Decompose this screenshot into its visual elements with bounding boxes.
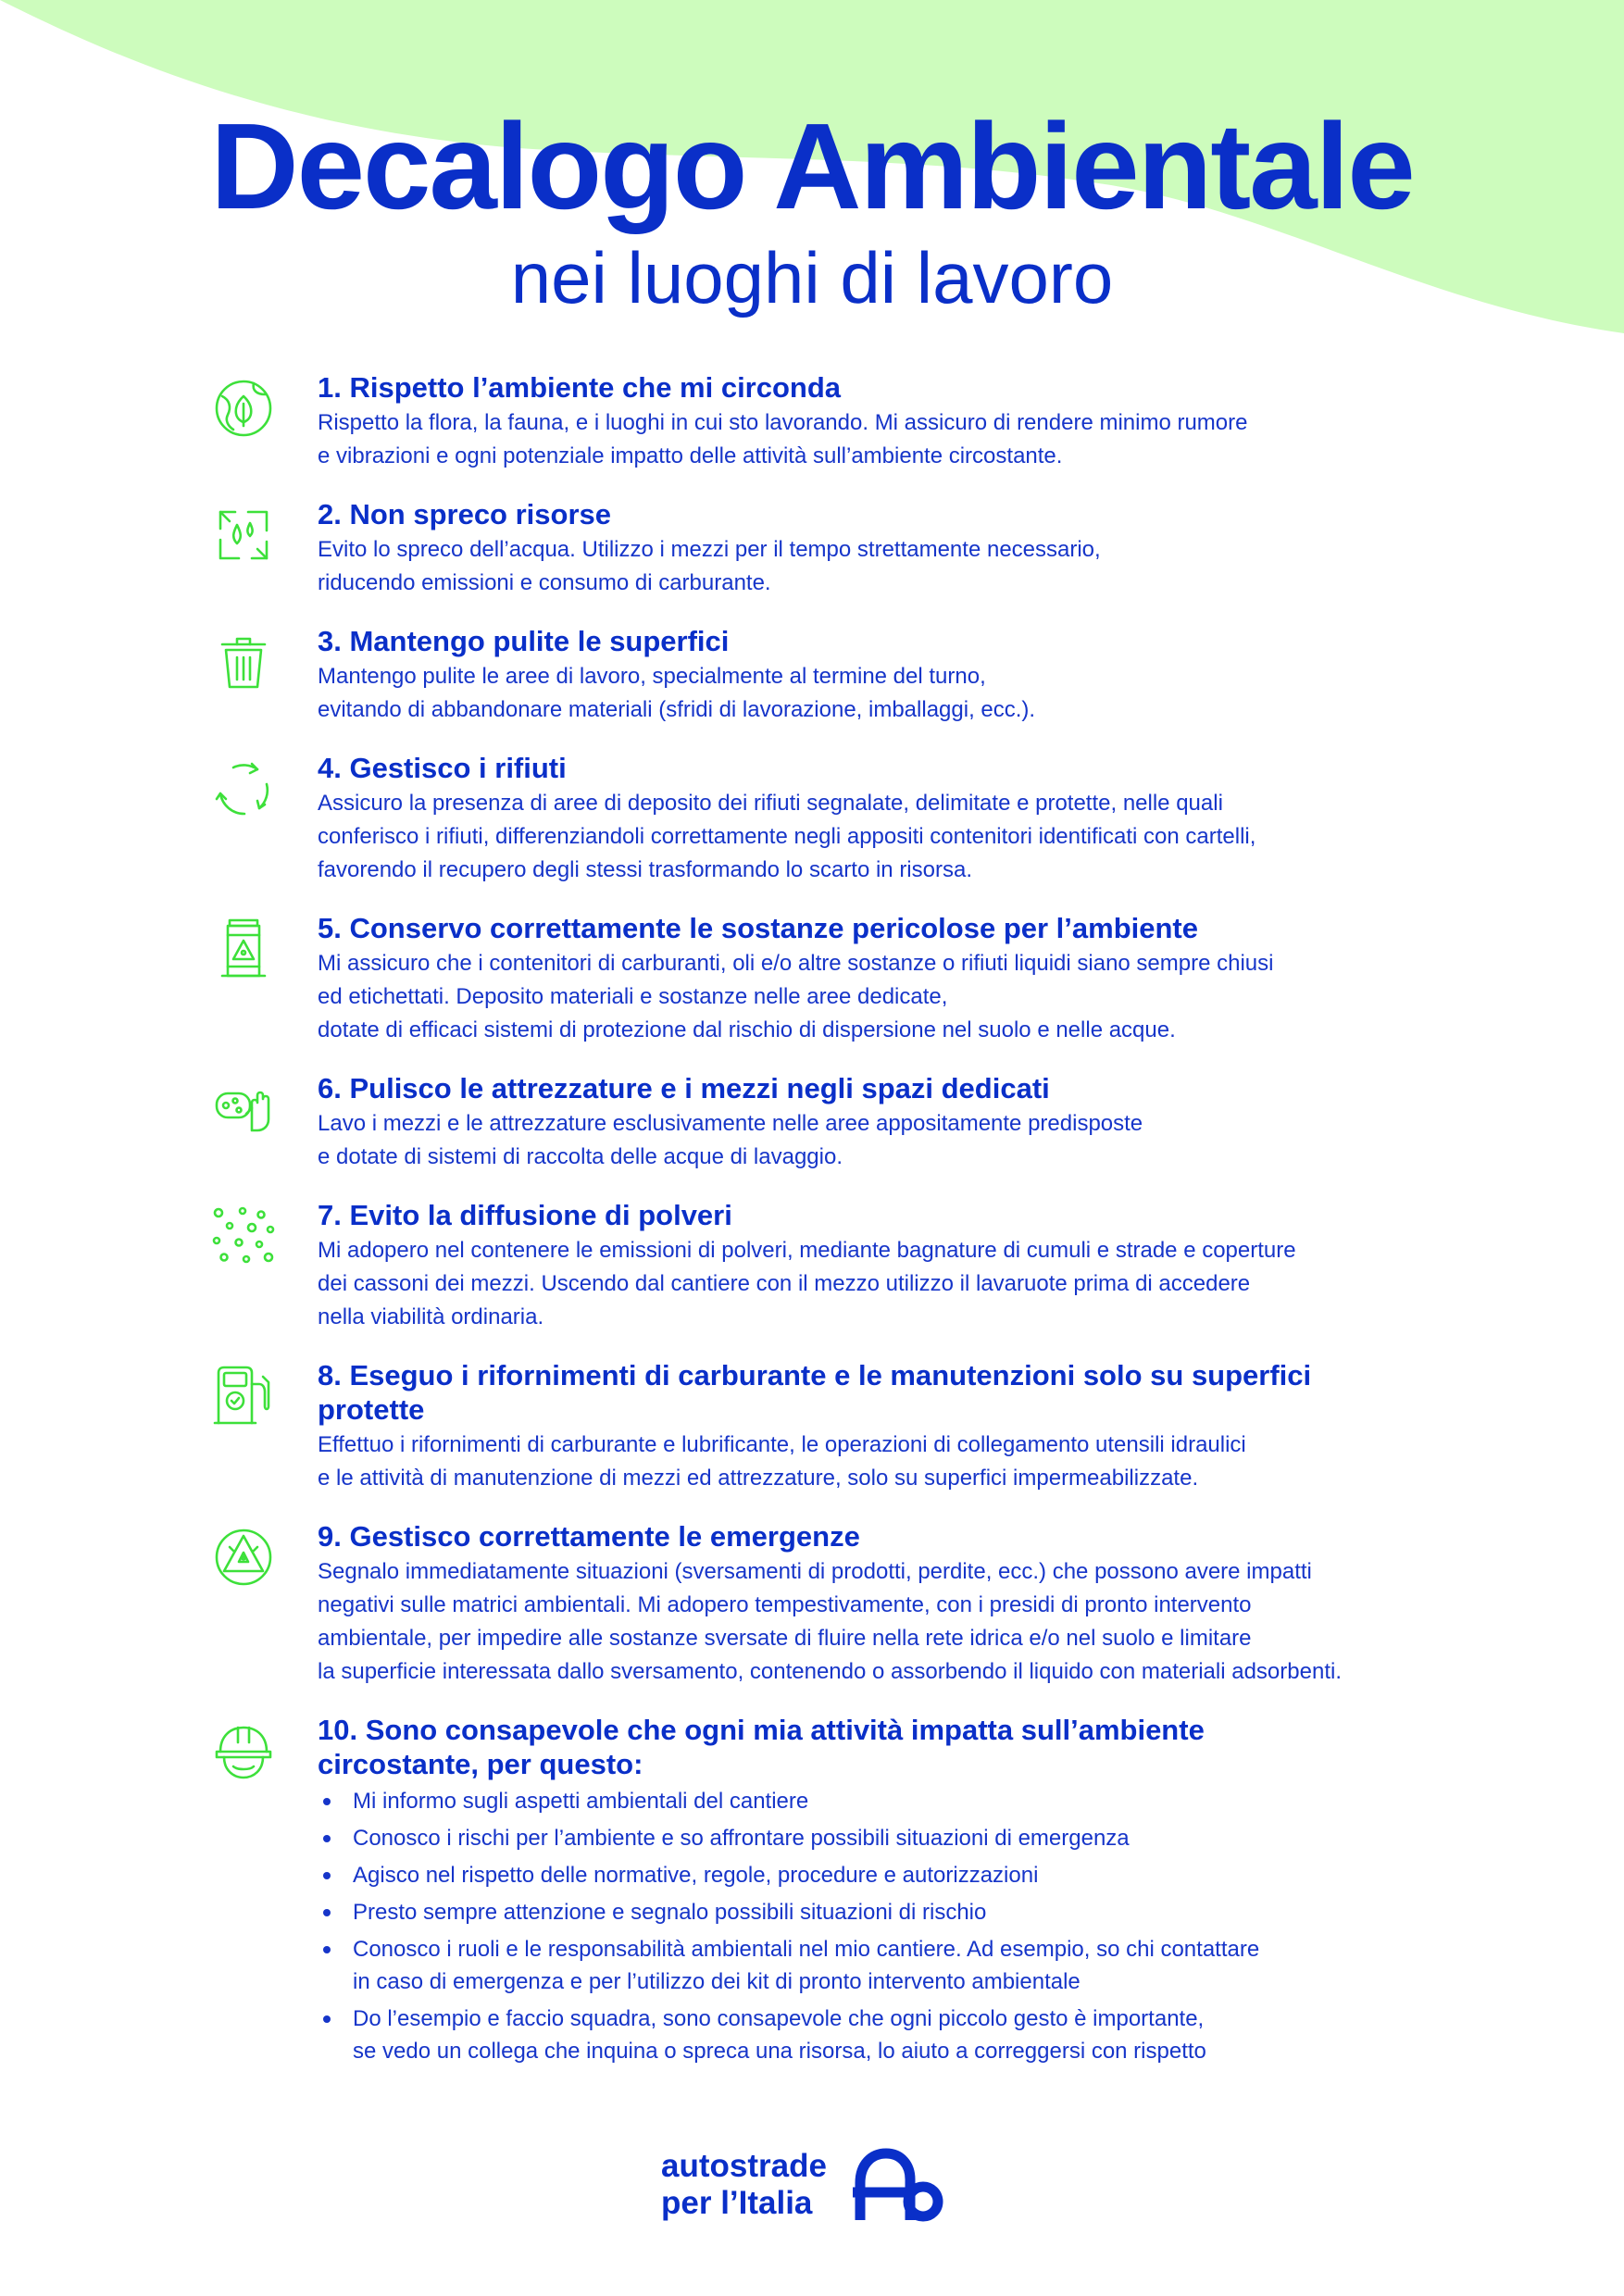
- rule-body: Lavo i mezzi e le attrezzature esclusivamente nelle aree appositamente predisposte e dotate di sistemi di raccolta delle acque di lavaggio.: [318, 1111, 1143, 1169]
- hazard-warning-icon: [211, 1525, 276, 1590]
- rule-body: Mi adopero nel contenere le emissioni di polveri, mediante bagnature di cumuli e strade e coperture dei cassoni dei mezzi. Uscendo dal cantiere con il mezzo utilizzo il lavaruote prima di accedere nella viabilità ordinaria.: [318, 1238, 1296, 1329]
- rule-item: [211, 1071, 1489, 1174]
- rule-title: 6. Pulisco le attrezzature e i mezzi negli spazi dedicati: [318, 1072, 1050, 1104]
- autostrade-logo-icon: [853, 2148, 945, 2222]
- list-item: Conosco i rischi per l’ambiente e so affrontare possibili situazioni di emergenza: [318, 1822, 1489, 1854]
- list-item: Mi informo sugli aspetti ambientali del cantiere: [318, 1785, 1489, 1817]
- hazard-barrel-icon: [211, 917, 276, 981]
- dust-particles-icon: [211, 1204, 276, 1268]
- list-item: Conosco i ruoli e le responsabilità ambientali nel mio cantiere. Ad esempio, so chi contattare in caso di emergenza e per l’utilizzo dei kit di pronto intervento ambientale: [318, 1933, 1489, 1998]
- rule-title: 5. Conservo correttamente le sostanze pericolose per l’ambiente: [318, 912, 1198, 944]
- list-item: Presto sempre attenzione e segnalo possibili situazioni di rischio: [318, 1896, 1489, 1928]
- rules-list: [211, 370, 1489, 2091]
- rule-body: Rispetto la flora, la fauna, e i luoghi in cui sto lavorando. Mi assicuro di rendere minimo rumore e vibrazioni e ogni potenziale impatto delle attività sull’ambiente circostante.: [318, 410, 1248, 468]
- header: [0, 97, 1624, 319]
- page-title: Decalogo Ambientale: [210, 98, 1414, 234]
- trash-bin-icon: [211, 630, 276, 694]
- fuel-pump-icon: [211, 1364, 276, 1429]
- rule-title: 10. Sono consapevole che ogni mia attività impatta sull’ambiente circostante, per questo:: [318, 1714, 1205, 1780]
- rule-item: [211, 911, 1489, 1047]
- rule-item: [211, 497, 1489, 600]
- rule-body: Effettuo i rifornimenti di carburante e lubrificante, le operazioni di collegamento utensili idraulici e le attività di manutenzione di mezzi ed attrezzature, solo su superfici impermeabilizzate.: [318, 1432, 1246, 1491]
- rule-item: [211, 624, 1489, 727]
- rule-item: [211, 1358, 1489, 1495]
- rule-title: 1. Rispetto l’ambiente che mi circonda: [318, 371, 842, 404]
- rule-body: Mi assicuro che i contenitori di carburanti, oli e/o altre sostanze o rifiuti liquidi siano sempre chiusi ed etichettati. Deposito materiali e sostanze nelle aree dedicate, dotate di efficaci sistemi di protezione dal rischio di dispersione nel suolo e nelle acque.: [318, 951, 1274, 1042]
- list-item: Agisco nel rispetto delle normative, regole, procedure e autorizzazioni: [318, 1859, 1489, 1891]
- logo-text: autostrade per l’Italia: [661, 2148, 827, 2221]
- bullet-list: [318, 1785, 1489, 2067]
- rule-item: [211, 1519, 1489, 1689]
- rule-body: Segnalo immediatamente situazioni (sversamenti di prodotti, perdite, ecc.) che possono avere impatti negativi sulle matrici ambientali. Mi adopero tempestivamente, con i presidi di pronto intervento ambientale, per impedire alle sostanze sversate di fluire nella rete idrica e/o nel suolo e limitare la superficie interessata dallo sversamento, contenendo o assorbendo il liquido con materiali adsorbenti.: [318, 1559, 1342, 1684]
- rule-title: 8. Eseguo i rifornimenti di carburante e le manutenzioni solo su superfici protette: [318, 1359, 1312, 1426]
- rule-body: Assicuro la presenza di aree di deposito dei rifiuti segnalate, delimitate e protette, nelle quali conferisco i rifiuti, differenziandoli correttamente negli appositi contenitori identificati con cartelli, favorendo il recupero degli stessi trasformando lo scarto in risorsa.: [318, 791, 1256, 882]
- rule-item: [211, 1713, 1489, 2067]
- rule-item: [211, 751, 1489, 887]
- rule-body: Evito lo spreco dell’acqua. Utilizzo i mezzi per il tempo strettamente necessario, riducendo emissioni e consumo di carburante.: [318, 537, 1101, 595]
- page-subtitle: nei luoghi di lavoro: [510, 237, 1114, 318]
- rule-title: 2. Non spreco risorse: [318, 498, 612, 530]
- rule-item: [211, 1198, 1489, 1334]
- rule-title: 9. Gestisco correttamente le emergenze: [318, 1520, 860, 1553]
- rule-title: 4. Gestisco i rifiuti: [318, 752, 567, 784]
- recycle-arrows-icon: [211, 756, 276, 821]
- earth-leaf-icon: [211, 376, 276, 441]
- cleaning-glove-icon: [211, 1077, 276, 1142]
- brand-logo: [661, 2148, 945, 2222]
- rule-item: [211, 370, 1489, 473]
- rule-title: 7. Evito la diffusione di polveri: [318, 1199, 732, 1231]
- list-item: Do l’esempio e faccio squadra, sono consapevole che ogni piccolo gesto è importante, se vedo un collega che inquina o spreca una risorsa, lo aiuto a correggersi con rispetto: [318, 2003, 1489, 2067]
- rule-body: Mantengo pulite le aree di lavoro, specialmente al termine del turno, evitando di abbandonare materiali (sfridi di lavorazione, imballaggi, ecc.).: [318, 664, 1036, 722]
- rule-title: 3. Mantengo pulite le superfici: [318, 625, 730, 657]
- hard-hat-icon: [211, 1718, 276, 1783]
- water-drop-cycle-icon: [211, 503, 276, 568]
